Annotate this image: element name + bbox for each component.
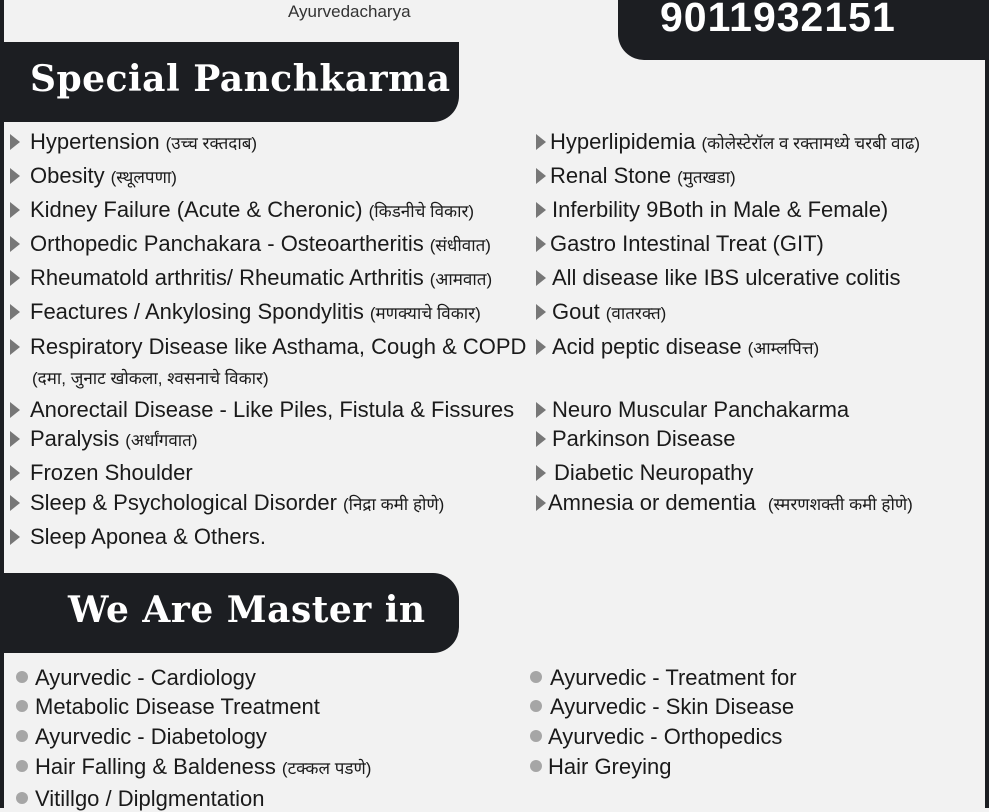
circle-bullet-icon (16, 671, 28, 683)
list-item: Kidney Failure (Acute & Cheronic) (किडनीचे विकार) (10, 197, 474, 225)
arrow-bullet-icon (536, 402, 546, 418)
list-item: Obesity (स्थूलपणा) (10, 163, 177, 191)
circle-bullet-icon (530, 700, 542, 712)
arrow-bullet-icon (10, 402, 20, 418)
circle-bullet-icon (530, 760, 542, 772)
list-item: Feactures / Ankylosing Spondylitis (मणक्याचे विकार) (10, 299, 481, 327)
arrow-bullet-icon (536, 168, 546, 184)
phone-number[interactable]: 9011932151 (660, 0, 896, 40)
list-item: Respiratory Disease like Asthama, Cough & COPD (10, 334, 526, 360)
list-item: Hair Greying (530, 754, 671, 780)
arrow-bullet-icon (536, 495, 546, 511)
list-item: All disease like IBS ulcerative colitis (536, 265, 900, 291)
list-item: Gastro Intestinal Treat (GIT) (536, 231, 824, 257)
list-item: Orthopedic Panchakara - Osteoartheritis (संधीवात) (10, 231, 491, 259)
list-item: Paralysis (अर्धांगवात) (10, 426, 198, 454)
arrow-bullet-icon (536, 270, 546, 286)
list-item: Vitillgo / Diplgmentation (16, 786, 265, 812)
arrow-bullet-icon (10, 529, 20, 545)
list-item: Acid peptic disease (आम्लपित्त) (536, 334, 819, 362)
arrow-bullet-icon (10, 270, 20, 286)
list-item: Frozen Shoulder (10, 460, 193, 486)
qualification-text: Ayurvedacharya (288, 2, 411, 21)
circle-bullet-icon (16, 700, 28, 712)
list-item-subnote: (दमा, जुनाट खोकला, श्वसनाचे विकार) (32, 369, 269, 388)
list-item: Sleep & Psychological Disorder (निद्रा कमी होणे) (10, 490, 444, 518)
list-item: Hair Falling & Baldeness (टक्कल पडणे) (16, 754, 371, 782)
arrow-bullet-icon (536, 202, 546, 218)
section-banner-master-in (4, 573, 459, 653)
list-item: Hypertension (उच्च रक्तदाब) (10, 129, 257, 157)
arrow-bullet-icon (536, 134, 546, 150)
circle-bullet-icon (16, 730, 28, 742)
list-item: Diabetic Neuropathy (536, 460, 753, 486)
list-item: Hyperlipidemia (कोलेस्टेरॉल व रक्तामध्ये चरबी वाढ) (536, 129, 920, 157)
arrow-bullet-icon (536, 304, 546, 320)
arrow-bullet-icon (10, 134, 20, 150)
arrow-bullet-icon (536, 431, 546, 447)
circle-bullet-icon (530, 730, 542, 742)
arrow-bullet-icon (536, 465, 546, 481)
list-item: Ayurvedic - Diabetology (16, 724, 267, 750)
list-item: Parkinson Disease (536, 426, 735, 452)
list-item: Sleep Aponea & Others. (10, 524, 266, 550)
list-item: Anorectail Disease - Like Piles, Fistula & Fissures (10, 397, 514, 423)
list-item: Rheumatold arthritis/ Rheumatic Arthritis (आमवात) (10, 265, 492, 293)
arrow-bullet-icon (10, 339, 20, 355)
circle-bullet-icon (16, 792, 28, 804)
list-item: Metabolic Disease Treatment (16, 694, 320, 720)
arrow-bullet-icon (536, 339, 546, 355)
arrow-bullet-icon (10, 202, 20, 218)
arrow-bullet-icon (10, 304, 20, 320)
arrow-bullet-icon (10, 495, 20, 511)
list-item: Ayurvedic - Cardiology (16, 665, 256, 691)
section-banner-special-panchkarma (4, 42, 459, 122)
list-item: Amnesia or dementia (स्मरणशक्ती कमी होणे) (536, 490, 913, 518)
arrow-bullet-icon (10, 465, 20, 481)
right-frame-border (985, 0, 989, 808)
arrow-bullet-icon (536, 236, 546, 252)
list-item: Neuro Muscular Panchakarma (536, 397, 849, 423)
list-item: Ayurvedic - Orthopedics (530, 724, 782, 750)
list-item: Gout (वातरक्त) (536, 299, 666, 327)
list-item: Inferbility 9Both in Male & Female) (536, 197, 888, 223)
arrow-bullet-icon (10, 168, 20, 184)
arrow-bullet-icon (10, 236, 20, 252)
circle-bullet-icon (16, 760, 28, 772)
section-title: Special Panchkarma (30, 58, 451, 100)
list-item: Ayurvedic - Treatment for (530, 665, 797, 691)
list-item: Renal Stone (मुतखडा) (536, 163, 736, 191)
list-item: Ayurvedic - Skin Disease (530, 694, 794, 720)
section-title: We Are Master in (68, 589, 426, 631)
circle-bullet-icon (530, 671, 542, 683)
arrow-bullet-icon (10, 431, 20, 447)
